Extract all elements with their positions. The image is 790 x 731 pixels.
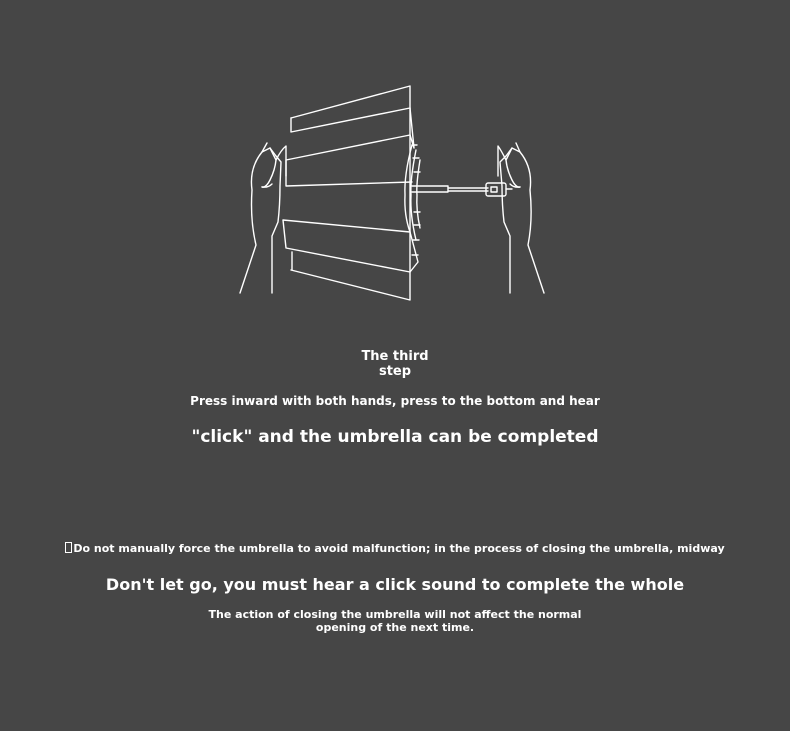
umbrella-handle-icon xyxy=(412,183,512,196)
umbrella-canopy-icon xyxy=(283,86,420,300)
step-title xyxy=(0,349,790,379)
step-title-line1: The third xyxy=(361,349,429,364)
right-hand-icon xyxy=(498,143,544,293)
note-highlight: Don't let go, you must hear a click sound to complete the whole xyxy=(105,575,685,594)
left-hand-icon xyxy=(240,143,286,293)
umbrella-closing-illustration xyxy=(0,0,790,320)
step-instruction: Press inward with both hands, press to the bottom and hear xyxy=(190,394,600,408)
step-title-line2: step xyxy=(378,364,412,379)
step-instruction-highlight: "click" and the umbrella can be completed xyxy=(191,427,599,447)
note-tail xyxy=(0,608,790,634)
note-text: Do not manually force the umbrella to avoid malfunction; in the process of closing the umbrella, midway xyxy=(73,542,725,555)
box-glyph-icon xyxy=(65,542,72,553)
note-tail-line2: opening of the next time. xyxy=(315,621,475,634)
note-line xyxy=(0,542,790,556)
note-tail-line1: The action of closing the umbrella will not affect the normal xyxy=(208,608,582,621)
